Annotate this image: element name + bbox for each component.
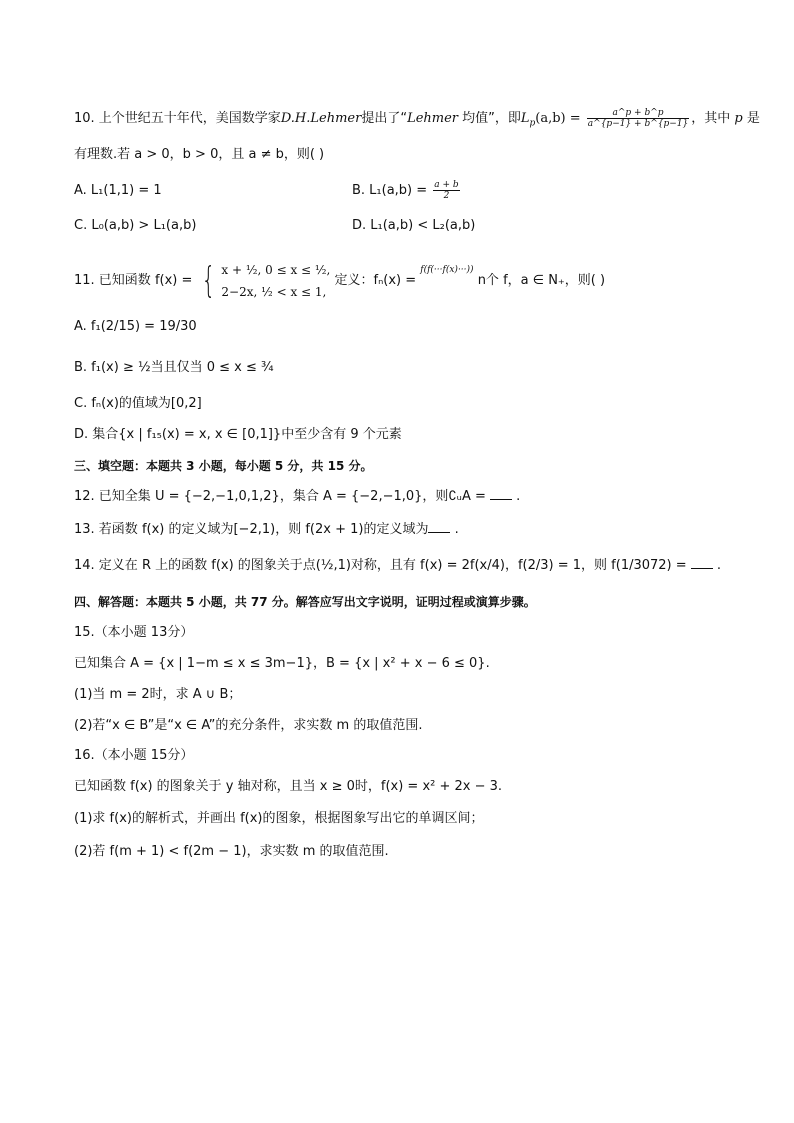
q10-option-b-den: 2 xyxy=(443,191,450,201)
q10-option-a: A. L₁(1,1) = 1 xyxy=(74,183,162,198)
q15-part2: (2)若“x ∈ B”是“x ∈ A”的充分条件，求实数 m 的取值范围. xyxy=(74,718,423,733)
q10-option-b-pre: B. L₁(a,b) = xyxy=(352,183,432,198)
q11-stem xyxy=(74,248,605,303)
q10-option-b-num: a + b xyxy=(434,180,459,190)
q11-brace: { xyxy=(201,259,215,301)
q14-end: . xyxy=(712,558,722,573)
q10-frac-num: a^p + b^p xyxy=(587,108,689,119)
q12-end: . xyxy=(512,489,521,504)
q11-case1: x + ½, 0 ≤ x ≤ ½, xyxy=(221,262,331,277)
q10-stem-line2: 有理数.若 a > 0，b > 0，且 a ≠ b，则( ) xyxy=(74,147,325,162)
q13-blank xyxy=(428,520,450,533)
q11-pre: 11. 已知函数 f(x) = xyxy=(74,273,197,288)
section-4-heading: 四、解答题：本题共 5 小题，共 77 分。解答应写出文字说明，证明过程或演算步骤。 xyxy=(74,595,536,609)
q11-cases xyxy=(221,259,330,303)
q13-end: . xyxy=(450,522,459,537)
q10-text2: 提出了“ xyxy=(361,111,408,126)
q10-option-c: C. L₀(a,b) > L₁(a,b) xyxy=(74,218,197,233)
q12 xyxy=(74,487,520,506)
q12-blank xyxy=(490,487,512,500)
q10-name: D.H.Lehmer xyxy=(280,111,362,126)
q10-p: p xyxy=(730,111,747,126)
q10-text4: ，其中 xyxy=(691,111,731,126)
q11-option-d: D. 集合{x | f₁₅(x) = x, x ∈ [0,1]}中至少含有 9 个元素 xyxy=(74,427,402,442)
q10-option-b xyxy=(352,180,462,201)
q11-option-c: C. fₙ(x)的值域为[0,2] xyxy=(74,396,202,411)
section-3-heading: 三、填空题：本题共 3 小题，每小题 5 分，共 15 分。 xyxy=(74,459,373,473)
q13 xyxy=(74,520,459,539)
q13-text: 13. 若函数 f(x) 的定义域为[−2,1)，则 f(2x + 1)的定义域为 xyxy=(74,522,429,537)
q11-option-b: B. f₁(x) ≥ ½当且仅当 0 ≤ x ≤ ¾ xyxy=(74,360,274,375)
q10-option-d: D. L₁(a,b) < L₂(a,b) xyxy=(352,218,476,233)
q10-frac-den: a^{p−1} + b^{p−1} xyxy=(587,119,689,129)
q16-heading: 16.（本小题 15分） xyxy=(74,748,194,763)
q10-formula-lhs: L xyxy=(520,111,530,126)
q11-mid: 定义：fₙ(x) = xyxy=(330,273,421,288)
q10-fraction xyxy=(587,108,689,129)
q15-part1: (1)当 m = 2时，求 A ∪ B； xyxy=(74,687,242,702)
q14 xyxy=(74,556,721,575)
q11-tail: n个 f，a ∈ N₊，则( ) xyxy=(473,273,606,288)
q12-text: 12. 已知全集 U = {−2,−1,0,1,2}，集合 A = {−2,−1,0}，则∁ᵤA = xyxy=(74,489,490,504)
q10-text1: 10. 上个世纪五十年代，美国数学家 xyxy=(74,111,281,126)
q11-case2: 2−2x, ½ < x ≤ 1, xyxy=(221,284,327,299)
q10-lehmer: Lehmer xyxy=(407,111,458,126)
q15-stem: 已知集合 A = {x | 1−m ≤ x ≤ 3m−1}，B = {x | x² + x − 6 ≤ 0}. xyxy=(74,656,490,671)
q10-formula-args: (a,b) = xyxy=(535,111,585,126)
q10-option-b-frac xyxy=(433,180,459,201)
q15-heading: 15.（本小题 13分） xyxy=(74,625,194,640)
q16-stem: 已知函数 f(x) 的图象关于 y 轴对称，且当 x ≥ 0时，f(x) = x² + 2x − 3. xyxy=(74,779,503,794)
q11-option-a: A. f₁(2/15) = 19/30 xyxy=(74,319,197,334)
q14-text: 14. 定义在 R 上的函数 f(x) 的图象关于点(½,1)对称，且有 f(x) = 2f(x/4)，f(2/3) = 1，则 f(1/3072) = xyxy=(74,558,691,573)
q14-blank xyxy=(691,556,713,569)
q16-part2: (2)若 f(m + 1) < f(2m − 1)，求实数 m 的取值范围. xyxy=(74,844,389,859)
q10-sub-p: p xyxy=(529,118,536,129)
q10-text5: 是 xyxy=(746,111,760,126)
q11-overbrace-text: f(f(···f(x)···)) xyxy=(420,265,474,275)
q16-part1: (1)求 f(x)的解析式，并画出 f(x)的图象，根据图象写出它的单调区间； xyxy=(74,811,484,826)
q10-stem-line1 xyxy=(74,108,760,129)
q10-text3: 均值”，即 xyxy=(458,111,521,126)
